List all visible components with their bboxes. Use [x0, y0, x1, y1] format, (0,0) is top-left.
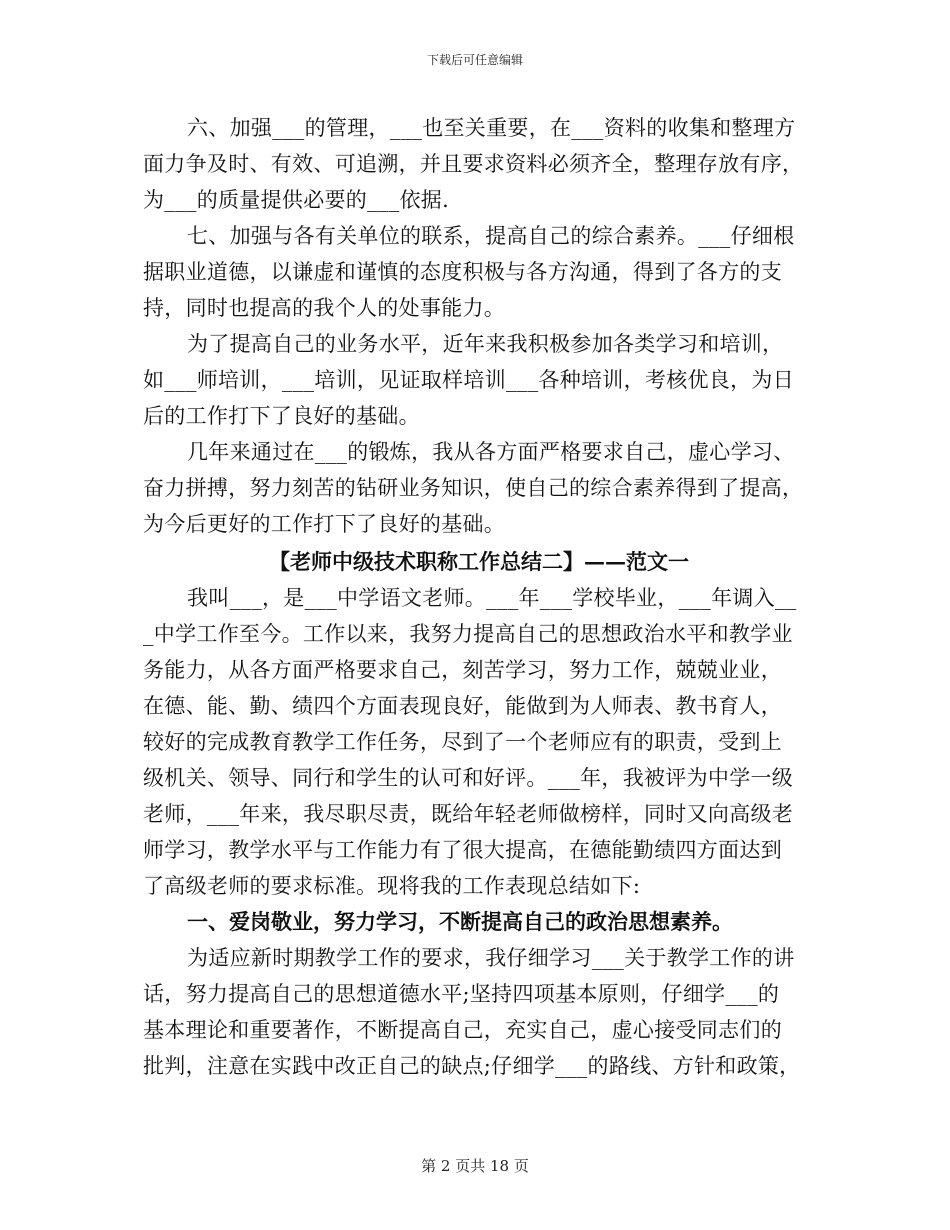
paragraph-line: _中学工作至今。工作以来，我努力提高自己的思想政治水平和教学业 [143, 622, 793, 646]
paragraph-7 [143, 218, 815, 326]
paragraph-6 [143, 110, 815, 218]
paragraph-line: 为今后更好的工作打下了良好的基础。 [143, 512, 506, 536]
paragraph-line: 批判，注意在实践中改正自己的缺点;仔细学___的路线、方针和政策， [143, 1054, 801, 1078]
section-heading: 【老师中级技术职称工作总结二】——范文一 [269, 549, 689, 574]
page-footer: 第 2 页共 18 页 [421, 1157, 529, 1175]
paragraph-line: 奋力拼搏，努力刻苦的钻研业务知识，使自己的综合素养得到了提高， [143, 476, 804, 500]
paragraph-line: 几年来通过在___的锻炼，我从各方面严格要求自己，虚心学习、 [187, 440, 795, 464]
paragraph-line: 在德、能、勤、绩四个方面表现良好，能做到为人师表、教书育人， [143, 694, 782, 718]
paragraph-line: 较好的完成教育教学工作任务，尽到了一个老师应有的职责，受到上 [143, 730, 782, 754]
paragraph-line: 为适应新时期教学工作的要求，我仔细学习___关于教学工作的讲 [187, 946, 795, 970]
paragraph-line: 七、加强与各有关单位的联系，提高自己的综合素养。___仔细根 [187, 224, 795, 248]
paragraph-line: 面力争及时、有效、可追溯，并且要求资料必须齐全，整理存放有序， [143, 152, 804, 176]
paragraph-line: 务能力，从各方面严格要求自己，刻苦学习，努力工作，兢兢业业， [143, 658, 782, 682]
paragraph-line: 我叫___，是___中学语文老师。___年___学校毕业，___年调入__ [187, 586, 797, 610]
paragraph-line: 后的工作打下了良好的基础。 [143, 404, 420, 428]
paragraph-summary [143, 434, 815, 542]
page-header: 下载后可任意编辑 [426, 53, 523, 67]
paragraph-line: 持，同时也提高的我个人的处事能力。 [143, 296, 506, 320]
paragraph-line: 如___师培训，___培训，见证取样培训___各种培训，考核优良，为日 [143, 368, 794, 392]
paragraph-line: 老师，___年来，我尽职尽责，既给年轻老师做榜样，同时又向高级老 [143, 802, 794, 826]
sub-heading: 一、爱岗敬业，努力学习，不断提高自己的政治思想素养。 [187, 909, 733, 934]
paragraph-line: 据职业道德，以谦虚和谨慎的态度积极与各方沟通，得到了各方的支 [143, 260, 782, 284]
paragraph-line: 话，努力提高自己的思想道德水平;坚持四项基本原则，仔细学___的 [143, 982, 780, 1006]
paragraph-line: 六、加强___的管理，___也至关重要，在___资料的收集和整理方 [187, 116, 796, 140]
paragraph-line: 为___的质量提供必要的___依据. [143, 188, 450, 212]
paragraph-line: 了高级老师的要求标准。现将我的工作表现总结如下: [143, 874, 641, 898]
paragraph-study [143, 940, 815, 1084]
paragraph-line: 为了提高自己的业务水平，近年来我积极参加各类学习和培训， [187, 332, 784, 356]
paragraph-line: 级机关、领导、同行和学生的认可和好评。___年，我被评为中学一级 [143, 766, 794, 790]
paragraph-intro [143, 580, 815, 904]
paragraph-line: 师学习，教学水平与工作能力有了很大提高，在德能勤绩四方面达到 [143, 838, 782, 862]
document-body [143, 110, 815, 1084]
paragraph-line: 基本理论和重要著作，不断提高自己，充实自己，虚心接受同志们的 [143, 1018, 782, 1042]
paragraph-training [143, 326, 815, 434]
